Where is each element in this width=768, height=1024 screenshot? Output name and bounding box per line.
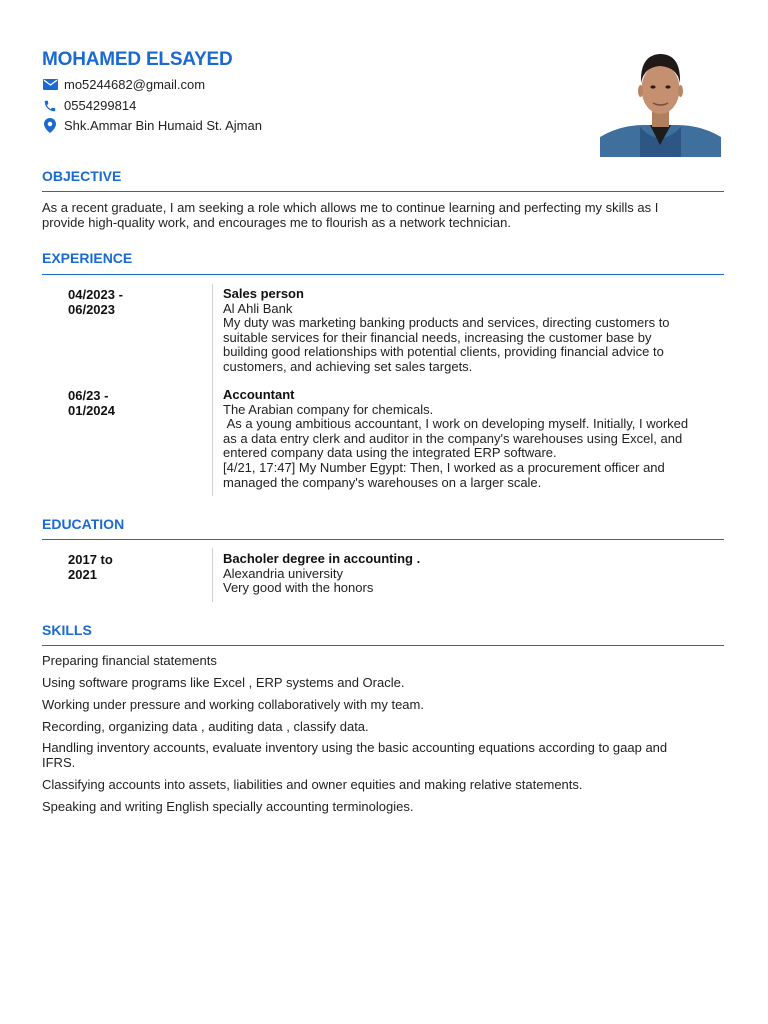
skill-line: Using software programs like Excel , ERP systems and Oracle. xyxy=(42,675,405,690)
skill-line: IFRS. xyxy=(42,754,76,770)
skill-line: Speaking and writing English specially accounting terminologies. xyxy=(42,799,414,814)
job-description-line: as a data entry clerk and auditor in the company's warehouses using Excel, and xyxy=(223,430,683,446)
experience-date xyxy=(68,287,168,317)
address-text: Shk.Ammar Bin Humaid St. Ajman xyxy=(64,118,262,133)
objective-divider xyxy=(42,191,724,192)
skill-item xyxy=(42,654,722,669)
job-title: Sales person xyxy=(223,286,304,301)
institution: Alexandria university xyxy=(223,565,343,581)
education-timeline-line xyxy=(212,548,213,602)
job-description-line: entered company data using the integrated ERP software. xyxy=(223,445,557,461)
education-divider xyxy=(42,539,724,540)
job-employer: The Arabian company for chemicals. xyxy=(223,401,434,417)
education-date xyxy=(68,552,168,582)
education-heading: EDUCATION xyxy=(42,516,125,532)
experience-timeline-line xyxy=(212,284,213,496)
skill-item xyxy=(42,741,722,770)
skill-line: Recording, organizing data , auditing data , classify data. xyxy=(42,719,369,734)
job-title: Accountant xyxy=(223,387,295,402)
job-description-line: My duty was marketing banking products and services, directing customers to xyxy=(223,315,670,331)
phone-icon xyxy=(42,99,58,113)
date-end: 06/2023 xyxy=(68,302,115,317)
experience-entry xyxy=(223,388,715,490)
job-description-line: As a young ambitious accountant, I work on developing myself. Initially, I worked xyxy=(223,416,689,432)
education-note: Very good with the honors xyxy=(223,580,374,596)
job-employer: Al Ahli Bank xyxy=(223,300,293,316)
degree-title: Bacholer degree in accounting . xyxy=(223,551,421,566)
skills-divider xyxy=(42,645,724,646)
profile-photo xyxy=(600,41,721,157)
candidate-name: MOHAMED ELSAYED xyxy=(42,49,233,70)
contact-email xyxy=(42,77,205,92)
experience-heading: EXPERIENCE xyxy=(42,250,133,266)
date-start: 2017 to xyxy=(68,552,113,567)
date-start: 04/2023 - xyxy=(68,287,123,302)
skill-item xyxy=(42,698,722,713)
skill-line: Preparing financial statements xyxy=(42,653,217,668)
job-description-line: managed the company's warehouses on a larger scale. xyxy=(223,474,542,490)
skill-line: Handling inventory accounts, evaluate inventory using the basic accounting equations according to gaap and xyxy=(42,740,668,755)
experience-entry xyxy=(223,287,715,375)
skill-line: Classifying accounts into assets, liabilities and owner equities and making relative statements. xyxy=(42,777,583,792)
contact-address xyxy=(42,118,262,133)
objective-line: As a recent graduate, I am seeking a role which allows me to continue learning and perfecting my skills as I xyxy=(42,200,659,215)
skill-item xyxy=(42,778,722,793)
job-description-line: suitable services for their financial needs, increasing the customer base by xyxy=(223,329,652,345)
skills-heading: SKILLS xyxy=(42,622,92,638)
objective-heading: OBJECTIVE xyxy=(42,168,122,184)
job-description-line: building good relationships with potential clients, providing financial advice to xyxy=(223,344,664,360)
skill-line: Working under pressure and working collaboratively with my team. xyxy=(42,697,424,712)
objective-text xyxy=(42,201,722,230)
skill-item xyxy=(42,676,722,691)
skill-item xyxy=(42,720,722,735)
job-description-line: [4/21, 17:47] My Number Egypt: Then, I worked as a procurement officer and xyxy=(223,459,665,475)
contact-phone xyxy=(42,98,136,113)
experience-divider xyxy=(42,274,724,275)
education-entry xyxy=(223,552,715,596)
objective-line: provide high-quality work, and encourages me to flourish as a network technician. xyxy=(42,214,511,230)
phone-text: 0554299814 xyxy=(64,98,137,113)
email-text: mo5244682@gmail.com xyxy=(64,77,206,92)
date-end: 2021 xyxy=(68,567,97,582)
experience-date xyxy=(68,388,168,418)
date-end: 01/2024 xyxy=(68,403,115,418)
envelope-icon xyxy=(42,78,58,92)
skill-item xyxy=(42,800,722,815)
date-start: 06/23 - xyxy=(68,388,109,403)
location-pin-icon xyxy=(42,119,58,133)
job-description-line: customers, and achieving set sales targets. xyxy=(223,358,473,374)
